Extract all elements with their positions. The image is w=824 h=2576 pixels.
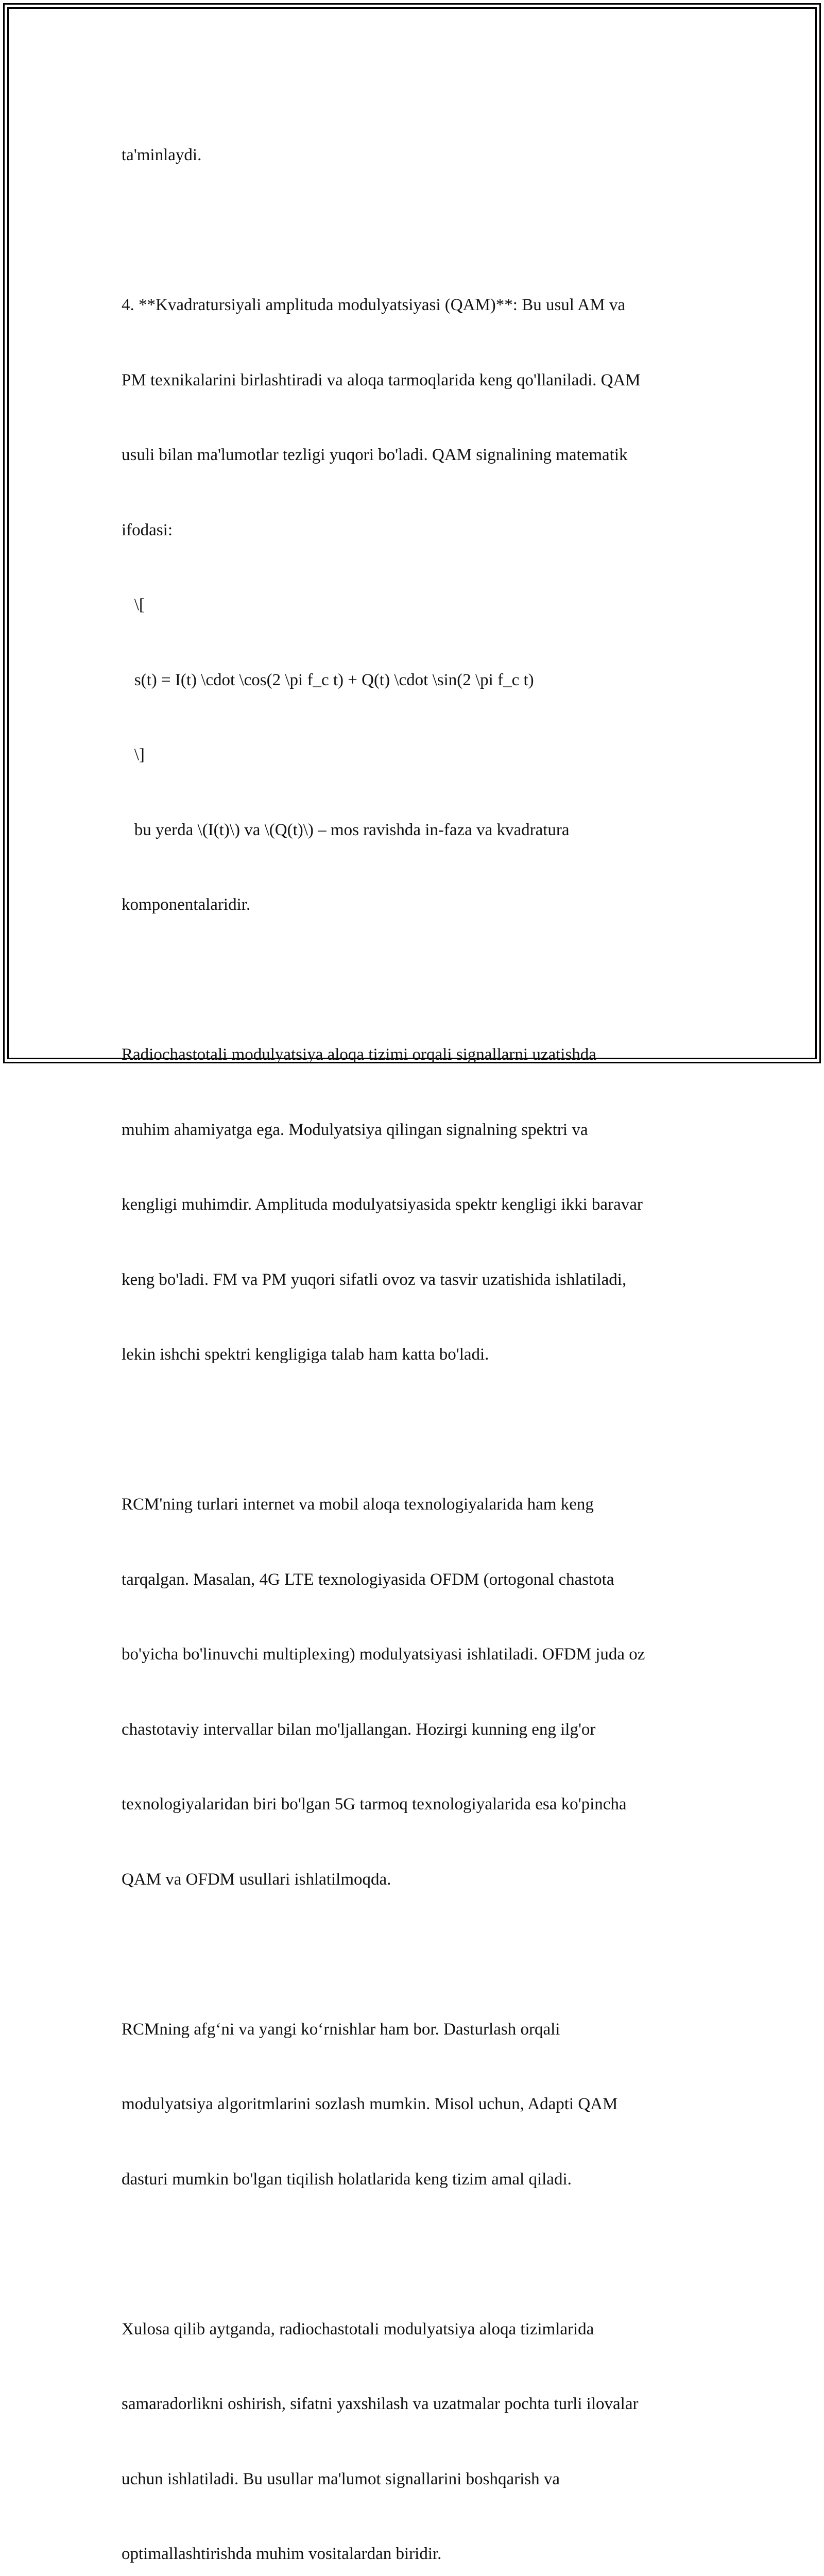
text-line: bu yerda \(I(t)\) va \(Q(t)\) – mos ravishda in-faza va kvadratura [122,818,709,843]
text-line: Radiochastotali modulyatsiya aloqa tizimi orqali signallarni uzatishda [122,1042,709,1067]
text-line: muhim ahamiyatga ega. Modulyatsiya qilingan signalning spektri va [122,1117,709,1143]
paragraph-rcm-turlari [122,1442,709,1942]
paragraph-radiochastotali [122,992,709,1417]
paragraph-qam [122,243,709,968]
text-line: texnologiyalaridan biri bo'lgan 5G tarmoq texnologiyalarida esa ko'pincha [122,1792,709,1817]
formula-open: \[ [122,592,709,618]
text-line: ifodasi: [122,518,709,543]
text-line: usuli bilan ma'lumotlar tezligi yuqori bo'ladi. QAM signalining matematik [122,443,709,468]
paragraph-continuation [122,93,709,218]
paragraph-xulosa [122,2267,709,2576]
text-line: tarqalgan. Masalan, 4G LTE texnologiyasida OFDM (ortogonal chastota [122,1567,709,1592]
text-line: modulyatsiya algoritmlarini sozlash mumkin. Misol uchun, Adapti QAM [122,2092,709,2117]
text-line: kengligi muhimdir. Amplituda modulyatsiyasida spektr kengligi ikki baravar [122,1192,709,1217]
text-line: Xulosa qilib aytganda, radiochastotali modulyatsiya aloqa tizimlarida [122,2317,709,2342]
text-line: keng bo'ladi. FM va PM yuqori sifatli ovoz va tasvir uzatishida ishlatiladi, [122,1267,709,1293]
text-line: dasturi mumkin bo'lgan tiqilish holatlarida keng tizim amal qiladi. [122,2167,709,2192]
document-body [122,93,709,2576]
text-line: komponentalaridir. [122,892,709,918]
text-line: samaradorlikni oshirish, sifatni yaxshilash va uzatmalar pochta turli ilovalar [122,2392,709,2417]
text-line: 4. **Kvadratursiyali amplituda modulyatsiyasi (QAM)**: Bu usul AM va [122,293,709,318]
formula-close: \] [122,742,709,768]
text-line: bo'yicha bo'linuvchi multiplexing) modulyatsiyasi ishlatiladi. OFDM juda oz [122,1642,709,1667]
text-line: ta'minlaydi. [122,143,709,168]
text-line: RCM'ning turlari internet va mobil aloqa texnologiyalarida ham keng [122,1492,709,1517]
text-line: uchun ishlatiladi. Bu usullar ma'lumot signallarini boshqarish va [122,2467,709,2492]
text-line: RCMning afg‘ni va yangi ko‘rnishlar ham bor. Dasturlash orqali [122,2017,709,2042]
text-line: chastotaviy intervallar bilan mo'ljallangan. Hozirgi kunning eng ilg'or [122,1717,709,1742]
formula-body: s(t) = I(t) \cdot \cos(2 \pi f_c t) + Q(t) \cdot \sin(2 \pi f_c t) [122,668,709,693]
paragraph-rcm-afgni [122,1967,709,2242]
text-line: optimallashtirishda muhim vositalardan biridir. [122,2541,709,2567]
text-line: PM texnikalarini birlashtiradi va aloqa tarmoqlarida keng qo'llaniladi. QAM [122,368,709,393]
text-line: lekin ishchi spektri kengligiga talab ham katta bo'ladi. [122,1342,709,1367]
text-line: QAM va OFDM usullari ishlatilmoqda. [122,1867,709,1892]
